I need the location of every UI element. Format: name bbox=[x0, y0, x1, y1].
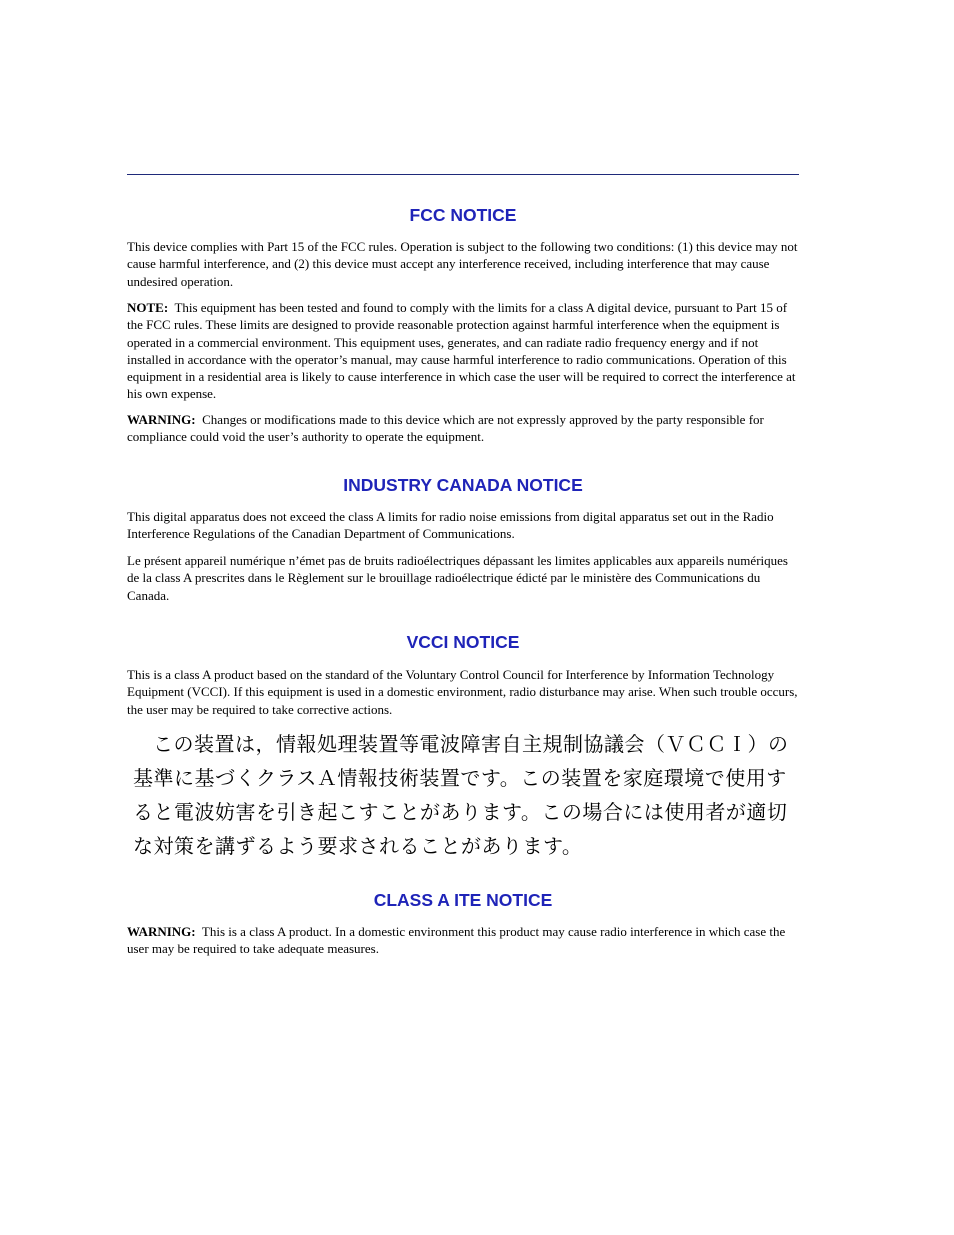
vcci-english-paragraph: This is a class A product based on the standard of the Voluntary Control Council for Interference by Information Technology Equipment (VCCI). If this equipment is used in a domestic environment, radio disturbance may arise. When such trouble occurs, the user may be required to take corrective actions. bbox=[127, 667, 798, 717]
vcci-notice-heading: VCCI NOTICE bbox=[406, 632, 520, 652]
note-label: NOTE: bbox=[127, 300, 169, 315]
warning-label: WARNING: bbox=[127, 924, 196, 939]
industry-canada-french-paragraph: Le présent appareil numérique n’émet pas de bruits radioélectriques dépassant les limites applicables aux appareils numériques de la class A prescrites dans le Règlement sur le brouillage radioélectrique édicté par le ministère des Communications du Canada. bbox=[127, 553, 788, 603]
warning-label: WARNING: bbox=[127, 412, 196, 427]
industry-canada-heading: INDUSTRY CANADA NOTICE bbox=[343, 475, 583, 495]
fcc-notice-heading: FCC NOTICE bbox=[409, 205, 517, 225]
industry-canada-english-paragraph: This digital apparatus does not exceed the class A limits for radio noise emissions from digital apparatus set out in the Radio Interference Regulations of the Canadian Department of Communications. bbox=[127, 509, 774, 542]
warning-text: Changes or modifications made to this device which are not expressly approved by the party responsible for compliance could void the user’s authority to operate the equipment. bbox=[127, 412, 764, 445]
header-rule bbox=[127, 174, 799, 175]
vcci-japanese-paragraph: この装置は，情報処理装置等電波障害自主規制協議会（ＶＣＣＩ）の基準に基づくクラスＡ情報技術装置です。この装置を家庭環境で使用すると電波妨害を引き起こすことがあります。この場合には使用者が適切な対策を講ずるよう要求されることがあります。 bbox=[133, 732, 789, 858]
class-a-ite-warning-paragraph bbox=[127, 923, 801, 958]
class-a-ite-heading: CLASS A ITE NOTICE bbox=[373, 890, 553, 910]
warning-text: This is a class A product. In a domestic environment this product may cause radio interference in which case the user may be required to take adequate measures. bbox=[127, 924, 786, 957]
note-text: This equipment has been tested and found to comply with the limits for a class A digital device, pursuant to Part 15 of the FCC rules. These limits are designed to provide reasonable protection against harmful interference when the equipment is operated in a commercial environment. This equipment uses, generates, and can radiate radio frequency energy and if not installed in accordance with the operator’s manual, may cause harmful interference to radio communications. Operation of this equipment in a residential area is likely to cause interference in which case the user will be required to correct the interference at his own expense. bbox=[127, 300, 796, 402]
fcc-compliance-paragraph: This device complies with Part 15 of the FCC rules. Operation is subject to the following two conditions: (1) this device may not cause harmful interference, and (2) this device must accept any interference received, including interference that may cause undesired operation. bbox=[127, 239, 798, 289]
fcc-warning-paragraph bbox=[127, 411, 801, 446]
fcc-note-paragraph bbox=[127, 299, 801, 403]
